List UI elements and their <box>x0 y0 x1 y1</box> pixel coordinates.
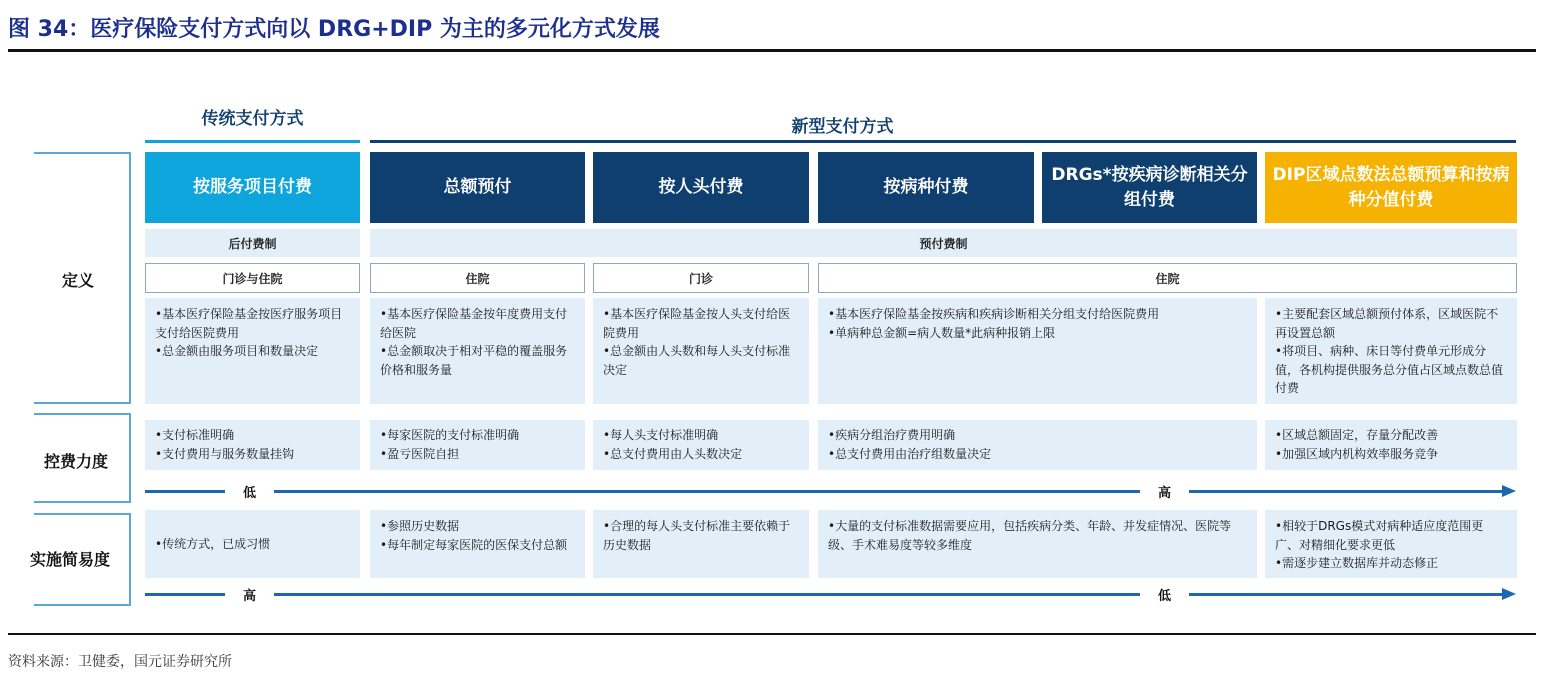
scope-col3: 门诊 <box>593 263 809 293</box>
band-pre-payment: 预付费制 <box>370 229 1517 257</box>
cost-control-arrow-high: 高 <box>1140 482 1189 501</box>
definition-col3-line: •总金额由人头数和每人头支付标准决定 <box>603 344 791 377</box>
cost-control-col6-line: •加强区域内机构效率服务竞争 <box>1275 447 1439 461</box>
col-header-dip: DIP区域点数法总额预算和按病种分值付费 <box>1265 152 1517 223</box>
figure-title: 图 34：医疗保险支付方式向以 DRG+DIP 为主的多元化方式发展 <box>8 17 660 42</box>
ease-arrow-line <box>145 593 1502 596</box>
cost-control-col1 <box>145 420 360 470</box>
cost-control-arrow-line <box>145 490 1502 493</box>
definition-col2-line: •基本医疗保险基金按年度费用支付给医院 <box>380 307 568 340</box>
definition-col6-line: •主要配套区域总额预付体系，区域医院不再设置总额 <box>1275 307 1499 340</box>
band-post-payment: 后付费制 <box>145 229 360 257</box>
ease-col1-line: •传统方式，已成习惯 <box>155 536 271 551</box>
new-group-line <box>370 140 1516 143</box>
ease-col45-line: •大量的支付标准数据需要应用，包括疾病分类、年龄、并发症情况、医院等级、手术难易度等较多维度 <box>828 519 1232 552</box>
cost-control-col45-line: •疾病分组治疗费用明确 <box>828 428 956 443</box>
definition-col45 <box>818 298 1257 404</box>
definition-col45-line: •基本医疗保险基金按疾病和疾病诊断相关分组支付给医院费用 <box>828 307 1160 321</box>
traditional-group-line <box>145 140 360 143</box>
definition-col6 <box>1265 298 1517 404</box>
row-label-definition: 定义 <box>62 271 95 290</box>
scope-col1: 门诊与住院 <box>145 263 360 293</box>
ease-col2-line: •每年制定每家医院的医保支付总额 <box>380 537 568 552</box>
cost-control-col45 <box>818 420 1257 470</box>
ease-col2-line: •参照历史数据 <box>380 519 460 533</box>
definition-col3-line: •基本医疗保险基金按人头支付给医院费用 <box>603 307 791 340</box>
bottom-rule <box>8 633 1536 635</box>
definition-col1-line: •总金额由服务项目和数量决定 <box>155 344 319 359</box>
cost-control-col2-line: •盈亏医院自担 <box>380 447 460 461</box>
col-header-per-disease: 按病种付费 <box>818 152 1034 223</box>
definition-col2 <box>370 298 585 404</box>
col-header-drgs: DRGs*按疾病诊断相关分组付费 <box>1042 152 1257 223</box>
cost-control-col2 <box>370 420 585 470</box>
cost-control-col45-line: •总支付费用由治疗组数量决定 <box>828 447 992 461</box>
row-label-ease: 实施简易度 <box>30 550 111 569</box>
ease-col6-line: •相较于DRGs模式对病种适应度范围更广、对精细化要求更低 <box>1275 519 1484 552</box>
cost-control-arrow-low: 低 <box>225 482 274 501</box>
cost-control-col1-line: •支付费用与服务数量挂钩 <box>155 447 295 461</box>
row-label-cost-control: 控费力度 <box>44 452 109 471</box>
definition-col2-line: •总金额取决于相对平稳的覆盖服务价格和服务量 <box>380 344 568 377</box>
definition-col6-line: •将项目、病种、床日等付费单元形成分值，各机构提供服务总分值占区域点数总值付费 <box>1275 344 1504 396</box>
ease-col45 <box>818 510 1257 578</box>
col-header-fee-for-service: 按服务项目付费 <box>145 152 360 223</box>
cost-control-col1-line: •支付标准明确 <box>155 428 235 443</box>
definition-col45-line: •单病种总金额=病人数量*此病种报销上限 <box>828 325 1056 340</box>
ease-col3 <box>593 510 809 578</box>
source-note: 资料来源：卫健委，国元证券研究所 <box>8 654 232 670</box>
cost-control-col3-line: •每人头支付标准明确 <box>603 428 719 443</box>
ease-col2 <box>370 510 585 578</box>
cost-control-arrow-head <box>1502 485 1516 497</box>
ease-col3-line: •合理的每人头支付标准主要依赖于历史数据 <box>603 519 791 552</box>
ease-col6 <box>1265 510 1517 578</box>
ease-arrow-low: 低 <box>1140 585 1189 604</box>
title-rule <box>8 49 1536 52</box>
cost-control-col2-line: •每家医院的支付标准明确 <box>380 428 520 443</box>
ease-col6-line: •需逐步建立数据库并动态修正 <box>1275 556 1439 571</box>
cost-control-col6-line: •区域总额固定，存量分配改善 <box>1275 428 1439 443</box>
ease-arrow-head <box>1502 588 1516 600</box>
cost-control-col6 <box>1265 420 1517 470</box>
cost-control-col3-line: •总支付费用由人头数决定 <box>603 447 743 461</box>
ease-col1 <box>145 510 360 578</box>
definition-col1 <box>145 298 360 404</box>
cost-control-col3 <box>593 420 809 470</box>
scope-col2: 住院 <box>370 263 585 293</box>
ease-arrow-high: 高 <box>225 585 274 604</box>
col-header-capitation: 按人头付费 <box>593 152 809 223</box>
definition-col1-line: •基本医疗保险基金按医疗服务项目支付给医院费用 <box>155 307 343 340</box>
scope-col456: 住院 <box>818 263 1517 293</box>
definition-col3 <box>593 298 809 404</box>
new-group-label: 新型支付方式 <box>791 117 894 137</box>
col-header-global-budget: 总额预付 <box>370 152 585 223</box>
traditional-group-label: 传统支付方式 <box>201 109 304 129</box>
